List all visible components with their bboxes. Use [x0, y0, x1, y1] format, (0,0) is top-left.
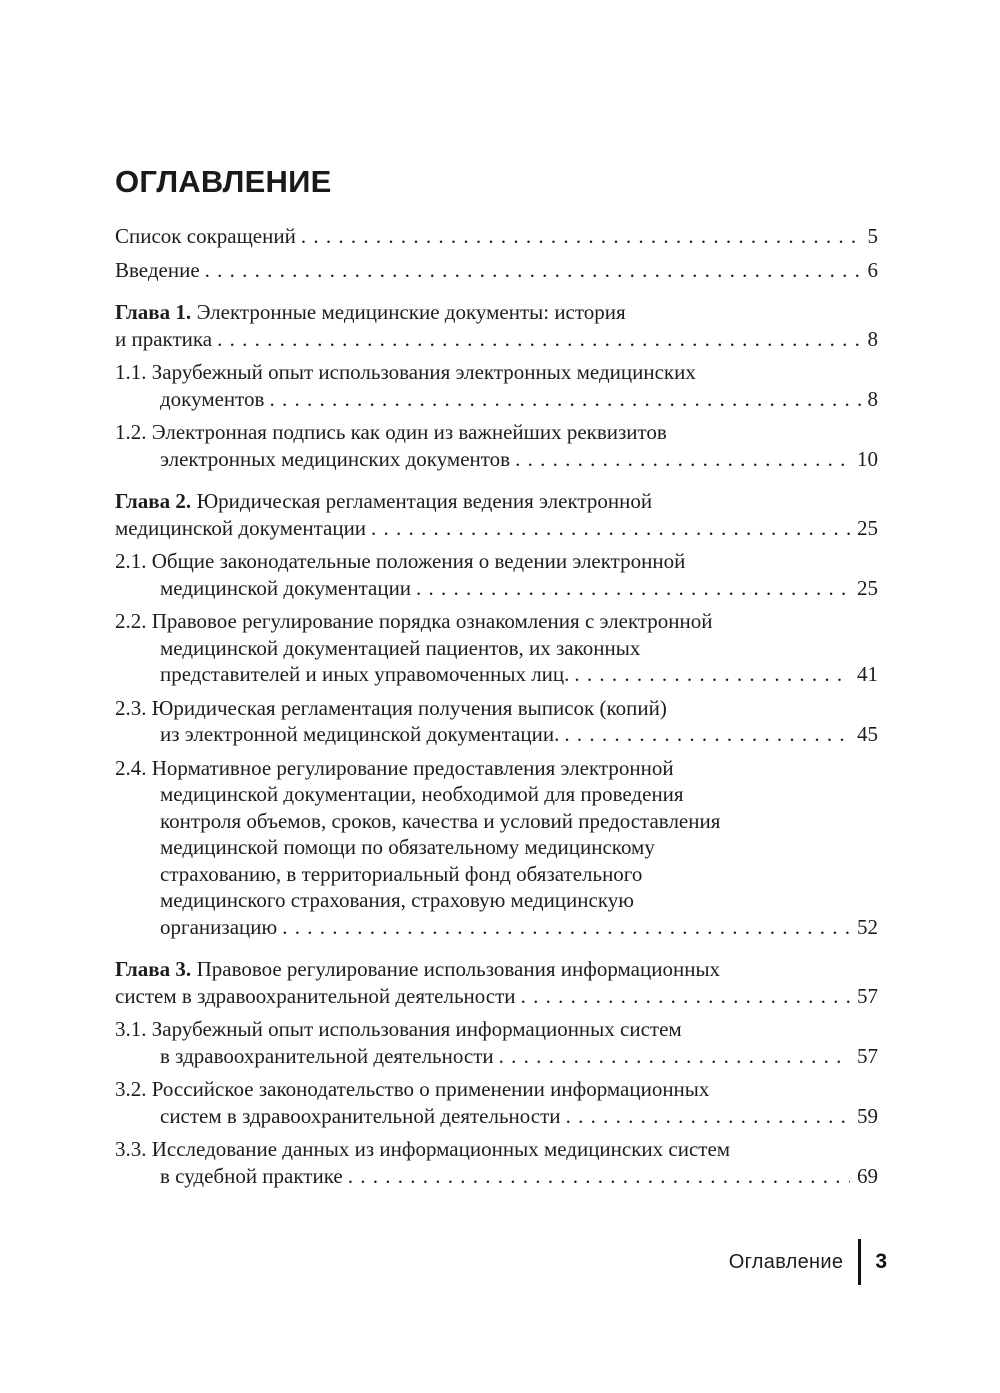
page-number: 69 — [857, 1163, 878, 1188]
toc-entry-line — [115, 223, 878, 250]
toc-content — [115, 166, 878, 1189]
toc-entry-text: в судебной практике — [160, 1163, 343, 1188]
toc-entry — [115, 1016, 878, 1069]
toc-entry-text: электронных медицинских документов — [160, 446, 511, 471]
toc-entry-text: 2.4. Нормативное регулирование предоставления электронной — [115, 755, 674, 780]
leader-dots — [515, 446, 850, 473]
leader-dots — [205, 257, 861, 284]
toc-entry-text: 2.1. Общие законодательные положения о ведении электронной — [115, 549, 686, 573]
toc-entry-line — [115, 488, 878, 515]
toc-entry-text: Юридическая регламентация ведения электронной — [196, 489, 653, 513]
page-number: 10 — [857, 446, 878, 471]
toc-entry-line — [115, 1103, 878, 1130]
toc-entry-text: 3.2. Российское законодательство о применении информационных — [115, 1077, 710, 1101]
leader-dots — [521, 983, 850, 1010]
leader-dots — [566, 1103, 850, 1130]
toc-entry-line — [115, 326, 878, 353]
toc-entry — [115, 299, 878, 352]
leader-dots — [301, 223, 861, 250]
toc-entry-line — [115, 515, 878, 542]
toc-entry-line — [115, 446, 878, 473]
toc-entry — [115, 608, 878, 688]
page-number: 8 — [867, 326, 878, 351]
toc-entry-line — [115, 575, 878, 602]
toc-entry-line — [115, 887, 878, 914]
toc-entry — [115, 257, 878, 284]
chapter-label: Глава 2. — [115, 489, 192, 513]
toc-entry-line — [115, 419, 878, 446]
page-number: 8 — [867, 386, 878, 411]
toc-entry-text: медицинской документацией пациентов, их законных — [160, 635, 641, 660]
page-number: 25 — [857, 515, 878, 540]
toc-entry-text: страхованию, в территориальный фонд обязательного — [160, 861, 643, 886]
toc-entry — [115, 1076, 878, 1129]
leader-dots — [282, 914, 850, 941]
toc-entry-text: Список сокращений — [115, 224, 296, 248]
toc-entry-line — [115, 257, 878, 284]
page-number: 57 — [857, 983, 878, 1008]
page-number: 59 — [857, 1103, 878, 1128]
toc-entry-text: в здравоохранительной деятельности — [160, 1043, 494, 1068]
toc-entry — [115, 359, 878, 412]
toc-entry-text: Электронные медицинские документы: история — [196, 300, 626, 324]
toc-entry-line — [115, 608, 878, 635]
toc-entry-line — [115, 1016, 878, 1043]
toc-entry-line — [115, 834, 878, 861]
leader-dots — [269, 386, 860, 413]
toc-entry-text: представителей и иных управомоченных лиц. — [160, 662, 570, 686]
toc-entry-line — [115, 359, 878, 386]
toc-entry-line — [115, 635, 878, 662]
toc-entry-text: медицинской документации — [115, 515, 367, 540]
leader-dots — [499, 1043, 850, 1070]
page-footer — [729, 1239, 887, 1285]
toc-entry — [115, 488, 878, 541]
toc-entry-line — [115, 808, 878, 835]
toc-list — [115, 223, 878, 1189]
toc-entry — [115, 956, 878, 1009]
toc-entry-text: 1.1. Зарубежный опыт использования электронных медицинских — [115, 360, 696, 384]
toc-entry-line — [115, 548, 878, 575]
chapter-label: Глава 3. — [115, 957, 192, 981]
leader-dots — [416, 575, 850, 602]
toc-entry-text: 3.3. Исследование данных из информационных медицинских систем — [115, 1137, 731, 1161]
toc-entry-text: 2.3. Юридическая регламентация получения выписок (копий) — [115, 695, 667, 720]
toc-entry-text: медицинской помощи по обязательному медицинскому — [160, 835, 655, 859]
toc-entry-text: документов — [160, 386, 265, 411]
toc-entry-text: 2.2. Правовое регулирование порядка ознакомления с электронной — [115, 609, 713, 633]
toc-entry-text: 3.1. Зарубежный опыт использования информационных систем — [115, 1017, 682, 1041]
toc-entry-text: из электронной медицинской документации. — [160, 722, 560, 746]
toc-entry — [115, 695, 878, 748]
toc-entry-text: медицинской документации, необходимой для проведения — [160, 782, 684, 806]
toc-entry-line — [115, 781, 878, 808]
toc-entry — [115, 1136, 878, 1189]
toc-entry-line — [115, 661, 878, 688]
page-number: 45 — [857, 722, 878, 746]
toc-entry — [115, 223, 878, 250]
toc-entry-text: медицинской документации — [160, 575, 412, 600]
toc-entry-line — [115, 299, 878, 326]
page-number: 57 — [857, 1043, 878, 1068]
toc-entry-text: и практика — [115, 326, 213, 351]
toc-entry-line — [115, 386, 878, 413]
toc-entry-text: организацию — [160, 914, 278, 939]
page-title: ОГЛАВЛЕНИЕ — [115, 164, 332, 199]
toc-entry — [115, 419, 878, 472]
toc-entry-line — [115, 956, 878, 983]
toc-entry-text: 1.2. Электронная подпись как один из важнейших реквизитов — [115, 420, 667, 444]
toc-entry-line — [115, 1076, 878, 1103]
toc-entry-text: Правовое регулирование использования информационных — [196, 957, 721, 981]
leader-dots — [371, 515, 850, 542]
page-number: 41 — [857, 662, 878, 686]
footer-divider — [858, 1239, 861, 1285]
footer-section-label: Оглавление — [728, 1250, 844, 1273]
chapter-label: Глава 1. — [115, 300, 192, 324]
page-number: 6 — [867, 257, 878, 282]
toc-entry-text: медицинского страхования, страховую медицинскую — [160, 888, 634, 912]
leader-dots — [348, 1163, 850, 1190]
toc-entry-line — [115, 914, 878, 941]
toc-entry-line — [115, 861, 878, 888]
leader-dots — [564, 721, 850, 748]
toc-entry-line — [115, 1136, 878, 1163]
toc-entry-line — [115, 721, 878, 748]
toc-entry — [115, 755, 878, 941]
toc-entry-text: Введение — [115, 257, 200, 282]
toc-entry — [115, 548, 878, 601]
leader-dots — [217, 326, 860, 353]
page-number: 5 — [867, 224, 878, 248]
toc-entry-text: систем в здравоохранительной деятельности — [160, 1103, 561, 1128]
toc-entry-line — [115, 755, 878, 782]
page-number: 52 — [857, 914, 878, 939]
toc-entry-line — [115, 1043, 878, 1070]
toc-entry-text: контроля объемов, сроков, качества и условий предоставления — [160, 808, 721, 833]
leader-dots — [574, 661, 850, 688]
toc-entry-text: систем в здравоохранительной деятельности — [115, 983, 516, 1008]
footer-page-number: 3 — [875, 1250, 887, 1273]
toc-entry-line — [115, 983, 878, 1010]
toc-entry-line — [115, 1163, 878, 1190]
page-number: 25 — [857, 575, 878, 600]
toc-entry-line — [115, 695, 878, 722]
